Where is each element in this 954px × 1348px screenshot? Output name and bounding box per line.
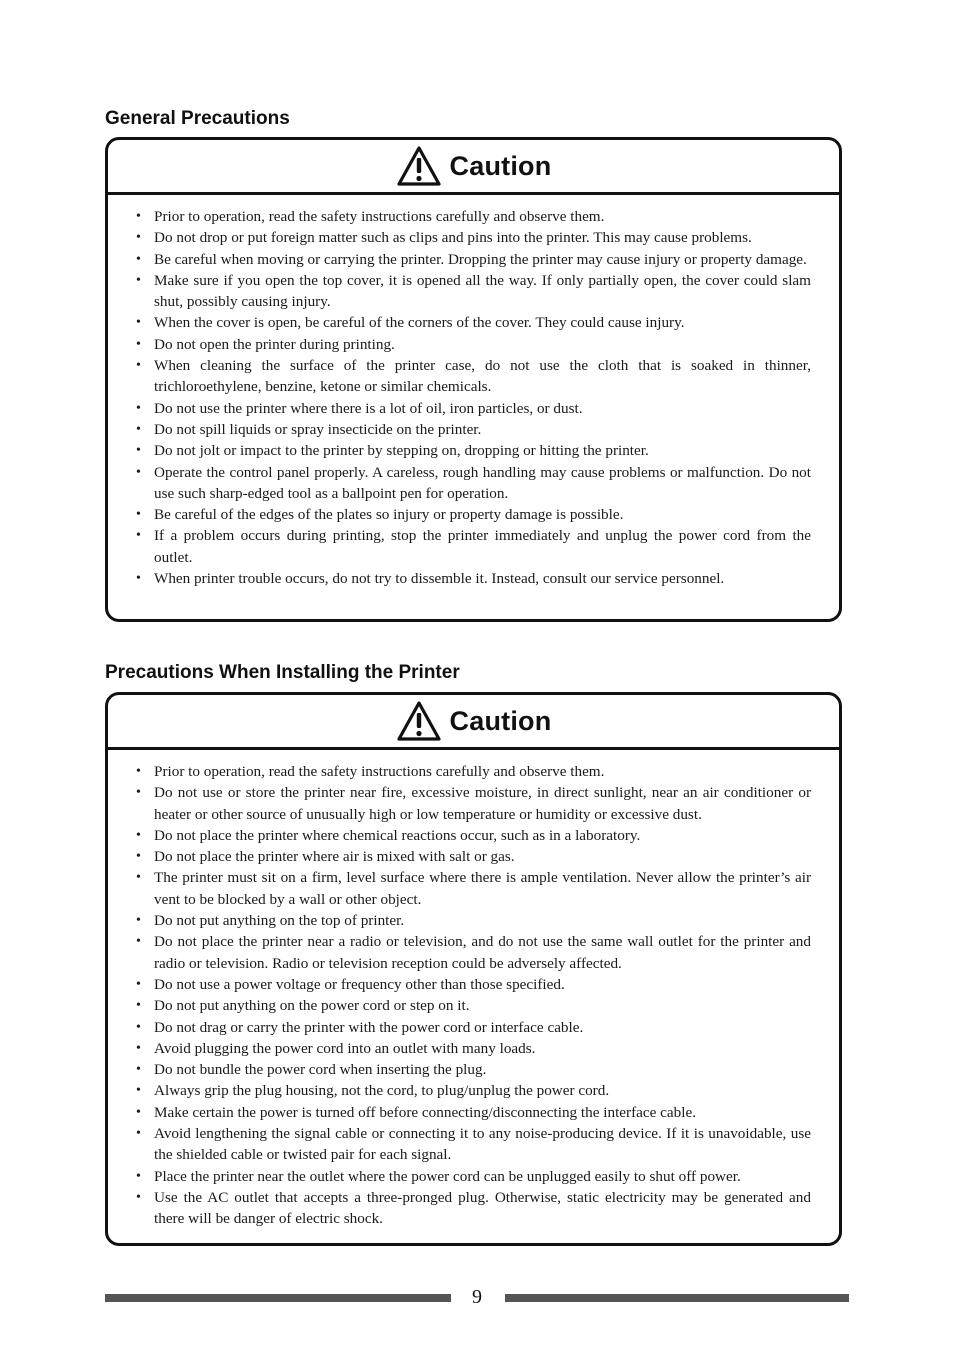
precaution-item: • Do not bundle the power cord when inserting the plug.: [151, 1059, 811, 1080]
precaution-item: • Be careful when moving or carrying the printer. Dropping the printer may cause injury or property damage.: [151, 249, 811, 270]
footer-rule-left: [105, 1294, 451, 1302]
installing-caution-header: [108, 695, 839, 750]
precaution-item: • Prior to operation, read the safety instructions carefully and observe them.: [151, 761, 811, 782]
footer-rule-right: [505, 1294, 849, 1302]
installing-precautions-list: [108, 750, 839, 1230]
warning-icon: [396, 700, 442, 742]
general-caution-box: [105, 137, 842, 622]
warning-icon: [396, 145, 442, 187]
precaution-item: • The printer must sit on a firm, level surface where there is ample ventilation. Never allow the printer’s air vent to be blocked by a wall or other object.: [151, 867, 811, 910]
precaution-item: • Do not use or store the printer near fire, excessive moisture, in direct sunlight, near an air conditioner or heater or other source of unusually high or low temperature or humidity or excessive dust.: [151, 782, 811, 825]
general-precautions-list: [108, 195, 839, 589]
precaution-item: • Do not open the printer during printing.: [151, 334, 811, 355]
precaution-item: • Place the printer near the outlet where the power cord can be unplugged easily to shut off power.: [151, 1166, 811, 1187]
precaution-item: • Do not use the printer where there is a lot of oil, iron particles, or dust.: [151, 398, 811, 419]
installing-caution-box: [105, 692, 842, 1246]
precaution-item: • When cleaning the surface of the printer case, do not use the cloth that is soaked in thinner, trichloroethylene, benzine, ketone or similar chemicals.: [151, 355, 811, 398]
precaution-item: • When the cover is open, be careful of the corners of the cover. They could cause injury.: [151, 312, 811, 333]
precaution-item: • Operate the control panel properly. A careless, rough handling may cause problems or malfunction. Do not use such sharp-edged tool as a ballpoint pen for operation.: [151, 462, 811, 505]
precaution-item: • Make certain the power is turned off before connecting/disconnecting the interface cable.: [151, 1102, 811, 1123]
precaution-item: • Be careful of the edges of the plates so injury or property damage is possible.: [151, 504, 811, 525]
precaution-item: • Do not put anything on the power cord or step on it.: [151, 995, 811, 1016]
general-precautions-heading: General Precautions: [105, 108, 290, 129]
precaution-item: • If a problem occurs during printing, stop the printer immediately and unplug the power cord from the outlet.: [151, 525, 811, 568]
precaution-item: • Do not place the printer where air is mixed with salt or gas.: [151, 846, 811, 867]
precaution-item: • Avoid lengthening the signal cable or connecting it to any noise-producing device. If it is unavoidable, use the shielded cable or twisted pair for each signal.: [151, 1123, 811, 1166]
precaution-item: • Do not spill liquids or spray insecticide on the printer.: [151, 419, 811, 440]
precaution-item: • Do not place the printer where chemical reactions occur, such as in a laboratory.: [151, 825, 811, 846]
precaution-item: • Do not drop or put foreign matter such as clips and pins into the printer. This may cause problems.: [151, 227, 811, 248]
caution-title: Caution: [449, 150, 552, 181]
precaution-item: • Do not drag or carry the printer with the power cord or interface cable.: [151, 1017, 811, 1038]
page-number: 9: [472, 1286, 482, 1308]
precaution-item: • Do not use a power voltage or frequency other than those specified.: [151, 974, 811, 995]
precaution-item: • Make sure if you open the top cover, it is opened all the way. If only partially open, the cover could slam shut, possibly causing injury.: [151, 270, 811, 313]
precaution-item: • Prior to operation, read the safety instructions carefully and observe them.: [151, 206, 811, 227]
installing-precautions-heading: Precautions When Installing the Printer: [105, 662, 460, 683]
precaution-item: • Always grip the plug housing, not the cord, to plug/unplug the power cord.: [151, 1080, 811, 1101]
precaution-item: • Do not place the printer near a radio or television, and do not use the same wall outlet for the printer and radio or television. Radio or television reception could be adversely affected.: [151, 931, 811, 974]
caution-title: Caution: [449, 705, 552, 736]
precaution-item: • Do not put anything on the top of printer.: [151, 910, 811, 931]
precaution-item: • Avoid plugging the power cord into an outlet with many loads.: [151, 1038, 811, 1059]
precaution-item: • Use the AC outlet that accepts a three-pronged plug. Otherwise, static electricity may be generated and there will be danger of electric shock.: [151, 1187, 811, 1230]
precaution-item: • Do not jolt or impact to the printer by stepping on, dropping or hitting the printer.: [151, 440, 811, 461]
general-caution-header: [108, 140, 839, 195]
precaution-item: • When printer trouble occurs, do not try to dissemble it. Instead, consult our service personnel.: [151, 568, 811, 589]
